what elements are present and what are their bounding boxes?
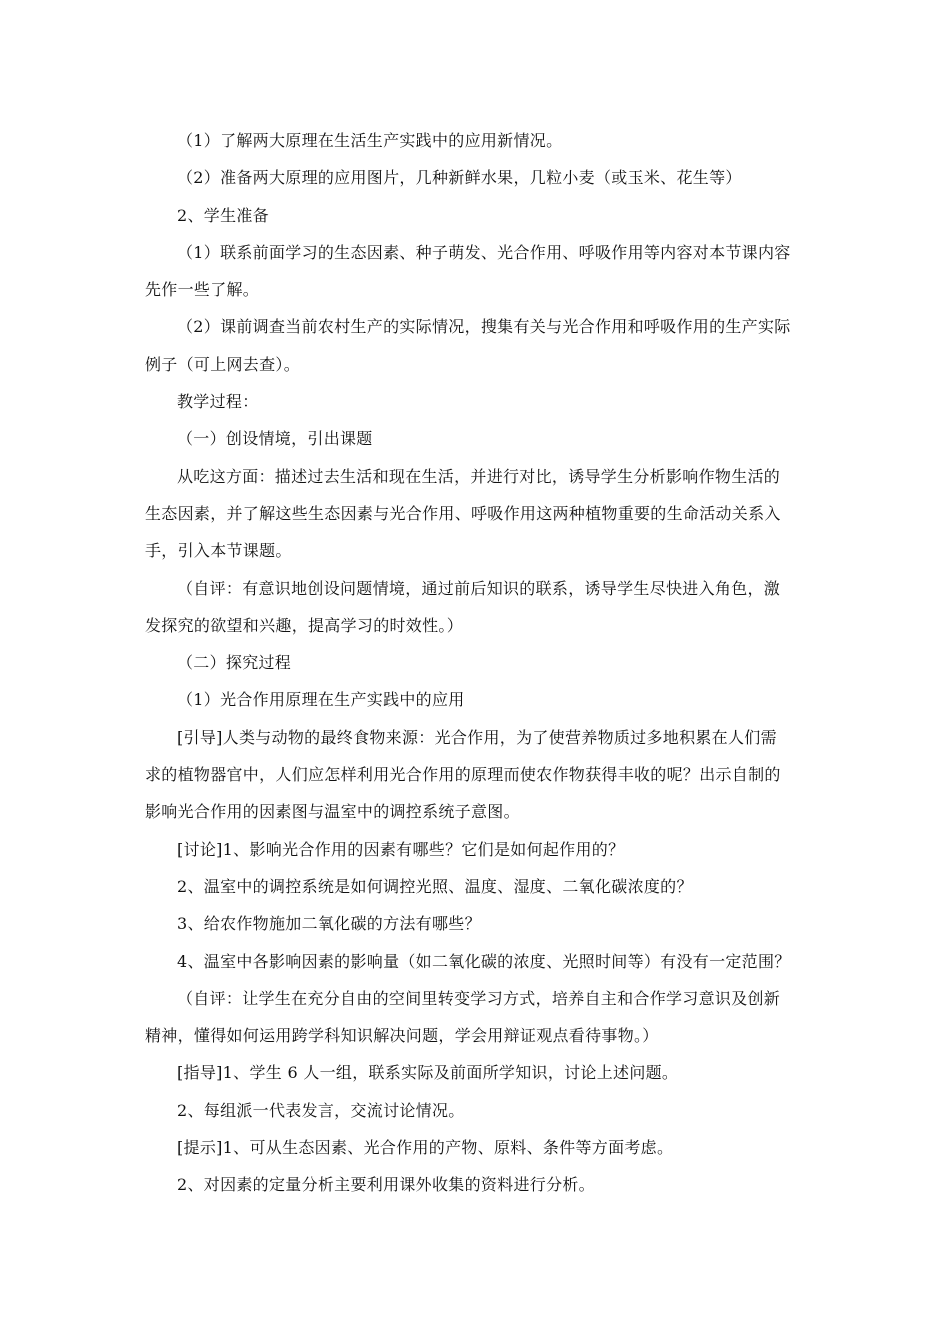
text-line: 教学过程： bbox=[177, 392, 259, 412]
text-line: （1）光合作用原理在生产实践中的应用 bbox=[177, 690, 465, 710]
text-line: 求的植物器官中，人们应怎样利用光合作用的原理而使农作物获得丰收的呢？出示自制的 bbox=[145, 765, 781, 785]
text-line: 先作一些了解。 bbox=[145, 280, 260, 300]
text-line: 2、每组派一代表发言，交流讨论情况。 bbox=[177, 1100, 465, 1120]
text-line: （2）准备两大原理的应用图片，几种新鲜水果，几粒小麦（或玉米、花生等） bbox=[177, 168, 742, 188]
text-line: （自评：让学生在充分自由的空间里转变学习方式，培养自主和合作学习意识及创新 bbox=[177, 988, 781, 1008]
text-line: 2、温室中的调控系统是如何调控光照、温度、湿度、二氧化碳浓度的？ bbox=[177, 876, 693, 896]
text-line: （自评：有意识地创设问题情境，通过前后知识的联系，诱导学生尽快进入角色，激 bbox=[177, 578, 781, 598]
text-line: （二）探究过程 bbox=[177, 653, 292, 673]
text-line: 发探究的欲望和兴趣，提高学习的时效性。） bbox=[145, 615, 464, 635]
text-line: 手，引入本节课题。 bbox=[145, 541, 292, 561]
text-line: [提示]1、可从生态因素、光合作用的产物、原料、条件等方面考虑。 bbox=[177, 1138, 674, 1158]
text-line: （1）联系前面学习的生态因素、种子萌发、光合作用、呼吸作用等内容对本节课内容 bbox=[177, 242, 791, 262]
text-line: [指导]1、学生 6 人一组，联系实际及前面所学知识，讨论上述问题。 bbox=[177, 1063, 679, 1083]
text-line: （2）课前调查当前农村生产的实际情况，搜集有关与光合作用和呼吸作用的生产实际 bbox=[177, 317, 791, 337]
text-line: 精神，懂得如何运用跨学科知识解决问题，学会用辩证观点看待事物。） bbox=[145, 1026, 659, 1046]
text-line: 生态因素，并了解这些生态因素与光合作用、呼吸作用这两种植物重要的生命活动关系入 bbox=[145, 503, 781, 523]
text-line: （一）创设情境，引出课题 bbox=[177, 429, 373, 449]
text-line: 2、学生准备 bbox=[177, 205, 269, 225]
text-line: 影响光合作用的因素图与温室中的调控系统子意图。 bbox=[145, 802, 520, 822]
text-line: 4、温室中各影响因素的影响量（如二氧化碳的浓度、光照时间等）有没有一定范围？ bbox=[177, 951, 791, 971]
text-line: 3、给农作物施加二氧化碳的方法有哪些？ bbox=[177, 914, 481, 934]
text-line: [引导]人类与动物的最终食物来源：光合作用，为了使营养物质过多地积累在人们需 bbox=[177, 727, 777, 747]
text-line: 2、对因素的定量分析主要利用课外收集的资料进行分析。 bbox=[177, 1175, 595, 1195]
text-line: 例子（可上网去查）。 bbox=[145, 354, 301, 374]
text-line: [讨论]1、影响光合作用的因素有哪些？它们是如何起作用的？ bbox=[177, 839, 625, 859]
text-line: （1）了解两大原理在生活生产实践中的应用新情况。 bbox=[177, 131, 563, 150]
text-line: 从吃这方面：描述过去生活和现在生活，并进行对比，诱导学生分析影响作物生活的 bbox=[177, 466, 781, 486]
document-body bbox=[145, 122, 810, 1204]
